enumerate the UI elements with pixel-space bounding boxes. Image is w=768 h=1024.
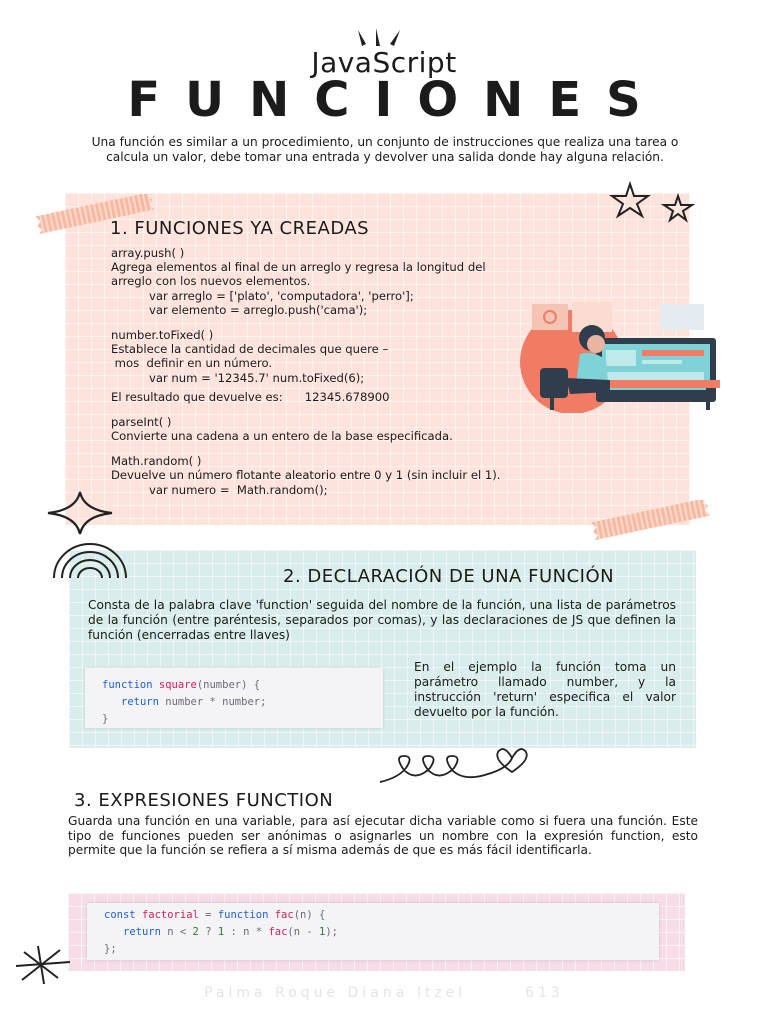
code-line: var elemento = arreglo.push('cama');: [149, 302, 368, 317]
method-description: Devuelve un número flotante aleatorio entre 0 y 1 (sin incluir el 1).: [111, 468, 501, 483]
code-number: 2: [192, 926, 199, 938]
section2-side-text: En el ejemplo la función toma un parámetro llamado number, y la instrucción 'return' especifica el valor devuelto por la función.: [414, 660, 676, 719]
code-text: : n *: [224, 926, 269, 938]
code-block-square: [85, 668, 383, 728]
intro-text: Una función es similar a un procedimiento, un conjunto de instrucciones que realiza una tarea o calcula un valor, debe tomar una entrada y devolver una salida donde hay alguna relación.: [91, 135, 679, 164]
student-number: 613: [525, 985, 564, 1001]
code-params: (n) {: [293, 909, 326, 921]
code-line: [102, 694, 383, 711]
code-function-name: fac: [268, 926, 288, 938]
code-text: ?: [198, 926, 218, 938]
method-description: Convierte una cadena a un entero de la base especificada.: [111, 429, 453, 444]
code-line: [104, 941, 659, 958]
woman-at-computer-illustration: [510, 298, 725, 413]
method-name: number.toFixed( ): [111, 327, 214, 342]
washi-tape: [586, 500, 716, 542]
code-line: [102, 711, 383, 728]
page-title: FUNCIONES: [127, 72, 666, 128]
star-icon: [606, 180, 702, 224]
code-function-name: square: [158, 679, 197, 691]
section3-paragraph: Guarda una función en una variable, para así ejecutar dicha variable como si fuera una función. Este tipo de funciones pueden ser anónimas o asignarles un nombre con la expresión function, esto permite que la función se refiera a sí misma además de que es más fácil identificarla.: [68, 814, 698, 858]
section2-paragraph: Consta de la palabra clave 'function' seguida del nombre de la función, una lista de parámetros de la función (entre paréntesis, separados por comas), y las declaraciones de JS que definen la función (encerradas entre llaves): [88, 598, 676, 642]
footer: [0, 985, 768, 1001]
method-name: parseInt( ): [111, 414, 172, 429]
heart-loop-icon: [378, 738, 558, 786]
code-keyword: const: [104, 909, 136, 921]
code-text: n <: [160, 926, 193, 938]
section1-title: 1. FUNCIONES YA CREADAS: [110, 218, 370, 239]
rainbow-icon: [48, 540, 132, 580]
section2-title: 2. DECLARACIÓN DE UNA FUNCIÓN: [283, 566, 615, 587]
code-params: (number) {: [196, 679, 261, 691]
code-line: var arreglo = ['plato', 'computadora', 'perro'];: [149, 288, 414, 303]
code-variable-name: factorial: [141, 909, 199, 921]
code-keyword: function: [217, 909, 269, 921]
result-line: El resultado que devuelve es: 12345.678900: [111, 389, 390, 404]
code-keyword: return: [121, 696, 159, 708]
code-brace: };: [104, 943, 117, 955]
method-description: Establece la cantidad de decimales que quere –: [111, 342, 389, 357]
spacer: [111, 443, 671, 454]
code-text: (n -: [287, 926, 320, 938]
code-keyword: function: [102, 679, 153, 691]
sparkle-icon: [46, 490, 114, 536]
code-line: [102, 677, 383, 694]
method-description: arreglo con los nuevos elementos.: [111, 274, 311, 289]
section3-title: 3. EXPRESIONES FUNCTION: [74, 790, 334, 811]
asterisk-icon: [12, 944, 74, 986]
method-name: Math.random( ): [111, 454, 202, 469]
method-description: mos definir en un número.: [111, 356, 273, 371]
code-function-name: fac: [274, 909, 294, 921]
code-expression: number * number;: [158, 696, 267, 708]
method-description: Agrega elementos al final de un arreglo y regresa la longitud del: [111, 260, 486, 275]
method-name: array.push( ): [111, 246, 185, 260]
code-line: var numero = Math.random();: [149, 482, 328, 497]
code-line: [104, 924, 659, 941]
code-block-factorial: [87, 903, 659, 960]
code-number: 1: [319, 926, 326, 938]
code-line: var num = '12345.7' num.toFixed(6);: [149, 370, 365, 385]
code-operator: =: [198, 909, 218, 921]
code-line: [104, 907, 659, 924]
code-text: );: [325, 926, 338, 938]
code-keyword: return: [123, 926, 161, 938]
code-brace: }: [102, 713, 109, 725]
page-subtitle: JavaScript: [311, 46, 457, 79]
author-name: Palma Roque Diana Itzel: [204, 985, 467, 1001]
code-number: 1: [217, 926, 225, 938]
